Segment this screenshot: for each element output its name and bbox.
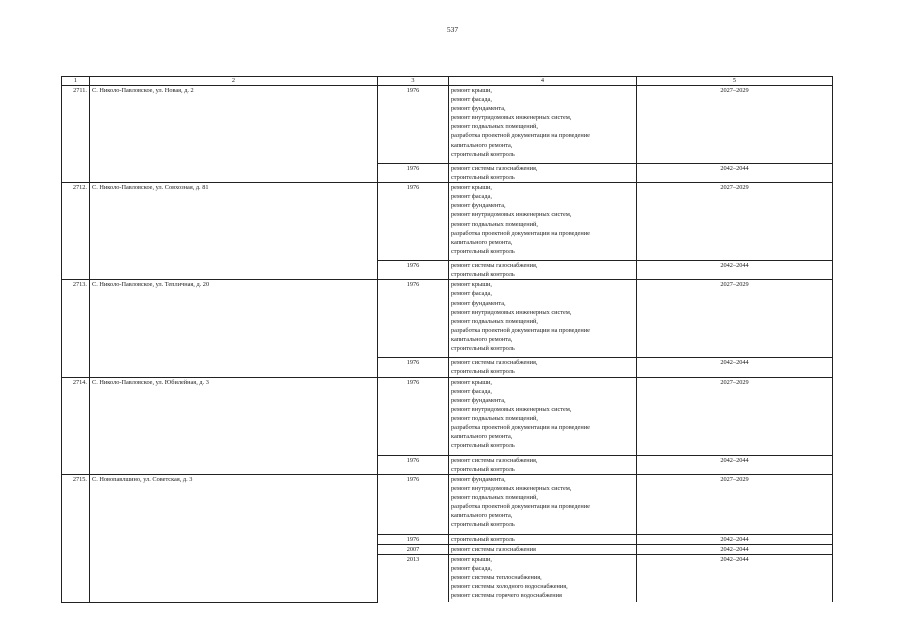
- repair-schedule-table: [61, 76, 833, 603]
- commissioning-year: 1976: [378, 183, 449, 261]
- work-item: строительный контроль: [451, 247, 515, 255]
- work-item: ремонт системы теплоснабжения,: [451, 574, 542, 582]
- work-item: ремонт фасада,: [451, 96, 492, 104]
- work-item: капитального ремонта,: [451, 433, 513, 441]
- work-item: ремонт системы газоснабжения,: [451, 359, 538, 367]
- record-number: 2712.: [62, 183, 90, 280]
- works-list: [449, 183, 637, 261]
- work-item: ремонт фундамента,: [451, 396, 506, 404]
- work-item: ремонт системы горячего водоснабжения: [451, 592, 562, 600]
- planned-period: 2027–2029: [637, 474, 833, 534]
- work-item: ремонт фундамента,: [451, 202, 506, 210]
- commissioning-year: 1976: [378, 261, 449, 280]
- work-item: разработка проектной документации на проведение: [451, 503, 590, 511]
- works-list: [449, 377, 637, 455]
- work-item: ремонт системы газоснабжения: [451, 545, 536, 553]
- commissioning-year: 1976: [378, 455, 449, 474]
- commissioning-year: 1976: [378, 534, 449, 544]
- commissioning-year: 2013: [378, 554, 449, 602]
- page-number: 537: [446, 25, 459, 34]
- planned-period: 2027–2029: [637, 280, 833, 358]
- record-address: С. Николо-Павловское, ул. Тепличная, д. 20: [90, 280, 378, 377]
- record-address: С. Николо-Павловское, ул. Совхозная, д. 81: [90, 183, 378, 280]
- work-item: ремонт фундамента,: [451, 299, 506, 307]
- works-list: [449, 534, 637, 544]
- work-item: строительный контроль: [451, 345, 515, 353]
- table-row: [62, 377, 833, 455]
- work-item: ремонт системы газоснабжения,: [451, 165, 538, 172]
- commissioning-year: 1976: [378, 86, 449, 164]
- table-header-row: [62, 77, 833, 86]
- work-item: ремонт внутридомовых инженерных систем,: [451, 211, 572, 219]
- table-row: [62, 474, 833, 534]
- work-item: ремонт фундамента,: [451, 105, 506, 113]
- record-address: С. Николо-Павловское, ул. Новая, д. 2: [90, 86, 378, 183]
- work-item: ремонт крыши,: [451, 281, 493, 289]
- works-list: [449, 164, 637, 183]
- header-cell: 5: [637, 77, 833, 86]
- work-item: разработка проектной документации на проведение: [451, 132, 590, 140]
- record-number: 2711.: [62, 86, 90, 183]
- work-item: ремонт системы холодного водоснабжения,: [451, 583, 568, 591]
- header-cell: 1: [62, 77, 90, 86]
- work-item: капитального ремонта,: [451, 238, 513, 246]
- works-list: [449, 474, 637, 534]
- record-number: 2715.: [62, 474, 90, 602]
- planned-period: 2042–2044: [637, 164, 833, 183]
- commissioning-year: 2007: [378, 544, 449, 554]
- work-item: строительный контроль: [451, 368, 515, 376]
- commissioning-year: 1976: [378, 164, 449, 183]
- planned-period: 2042–2044: [637, 358, 833, 377]
- header-cell: 2: [90, 77, 378, 86]
- work-item: разработка проектной документации на проведение: [451, 326, 590, 334]
- work-item: ремонт крыши,: [451, 378, 493, 386]
- works-list: [449, 455, 637, 474]
- planned-period: 2027–2029: [637, 377, 833, 455]
- work-item: ремонт внутридомовых инженерных систем,: [451, 308, 572, 316]
- work-item: ремонт фасада,: [451, 193, 492, 201]
- work-item: ремонт подвальных помещений,: [451, 414, 538, 422]
- table-row: [62, 86, 833, 164]
- works-list: [449, 261, 637, 280]
- work-item: ремонт внутридомовых инженерных систем,: [451, 484, 572, 492]
- work-item: капитального ремонта,: [451, 141, 513, 149]
- works-list: [449, 544, 637, 554]
- commissioning-year: 1976: [378, 474, 449, 534]
- work-item: ремонт фасада,: [451, 290, 492, 298]
- work-item: ремонт подвальных помещений,: [451, 123, 538, 131]
- works-list: [449, 358, 637, 377]
- work-item: ремонт подвальных помещений,: [451, 493, 538, 501]
- planned-period: 2042–2044: [637, 261, 833, 280]
- work-item: ремонт внутридомовых инженерных систем,: [451, 405, 572, 413]
- work-item: капитального ремонта,: [451, 335, 513, 343]
- work-item: ремонт подвальных помещений,: [451, 317, 538, 325]
- works-list: [449, 86, 637, 164]
- work-item: ремонт фундамента,: [451, 475, 506, 483]
- planned-period: 2027–2029: [637, 86, 833, 164]
- work-item: строительный контроль: [451, 521, 515, 529]
- commissioning-year: 1976: [378, 377, 449, 455]
- commissioning-year: 1976: [378, 358, 449, 377]
- work-item: ремонт фасада,: [451, 565, 492, 573]
- work-item: строительный контроль: [451, 535, 515, 543]
- record-address: С. Новопавлшино, ул. Советская, д. 3: [90, 474, 378, 602]
- work-item: ремонт системы газоснабжения,: [451, 456, 538, 464]
- record-address: С. Николо-Павловское, ул. Юбилейная, д. 3: [90, 377, 378, 474]
- header-cell: 4: [449, 77, 637, 86]
- work-item: строительный контроль: [451, 174, 515, 182]
- work-item: строительный контроль: [451, 442, 515, 450]
- work-item: ремонт внутридомовых инженерных систем,: [451, 114, 572, 122]
- record-number: 2714.: [62, 377, 90, 474]
- work-item: разработка проектной документации на проведение: [451, 424, 590, 432]
- commissioning-year: 1976: [378, 280, 449, 358]
- works-list: [449, 280, 637, 358]
- work-item: капитального ремонта,: [451, 512, 513, 520]
- work-item: ремонт крыши,: [451, 184, 493, 192]
- work-item: ремонт крыши,: [451, 555, 493, 563]
- work-item: строительный контроль: [451, 465, 515, 473]
- work-item: ремонт крыши,: [451, 87, 493, 94]
- work-item: ремонт фасада,: [451, 387, 492, 395]
- work-item: строительный контроль: [451, 271, 515, 279]
- works-list: [449, 554, 637, 602]
- planned-period: 2042–2044: [637, 455, 833, 474]
- work-item: разработка проектной документации на проведение: [451, 229, 590, 237]
- record-number: 2713.: [62, 280, 90, 377]
- table-row: [62, 280, 833, 358]
- planned-period: 2042–2044: [637, 554, 833, 602]
- table-row: [62, 183, 833, 261]
- work-item: ремонт подвальных помещений,: [451, 220, 538, 228]
- header-cell: 3: [378, 77, 449, 86]
- table-body: [62, 86, 833, 603]
- planned-period: 2042–2044: [637, 544, 833, 554]
- work-item: строительный контроль: [451, 150, 515, 158]
- planned-period: 2027–2029: [637, 183, 833, 261]
- work-item: ремонт системы газоснабжения,: [451, 262, 538, 270]
- planned-period: 2042–2044: [637, 534, 833, 544]
